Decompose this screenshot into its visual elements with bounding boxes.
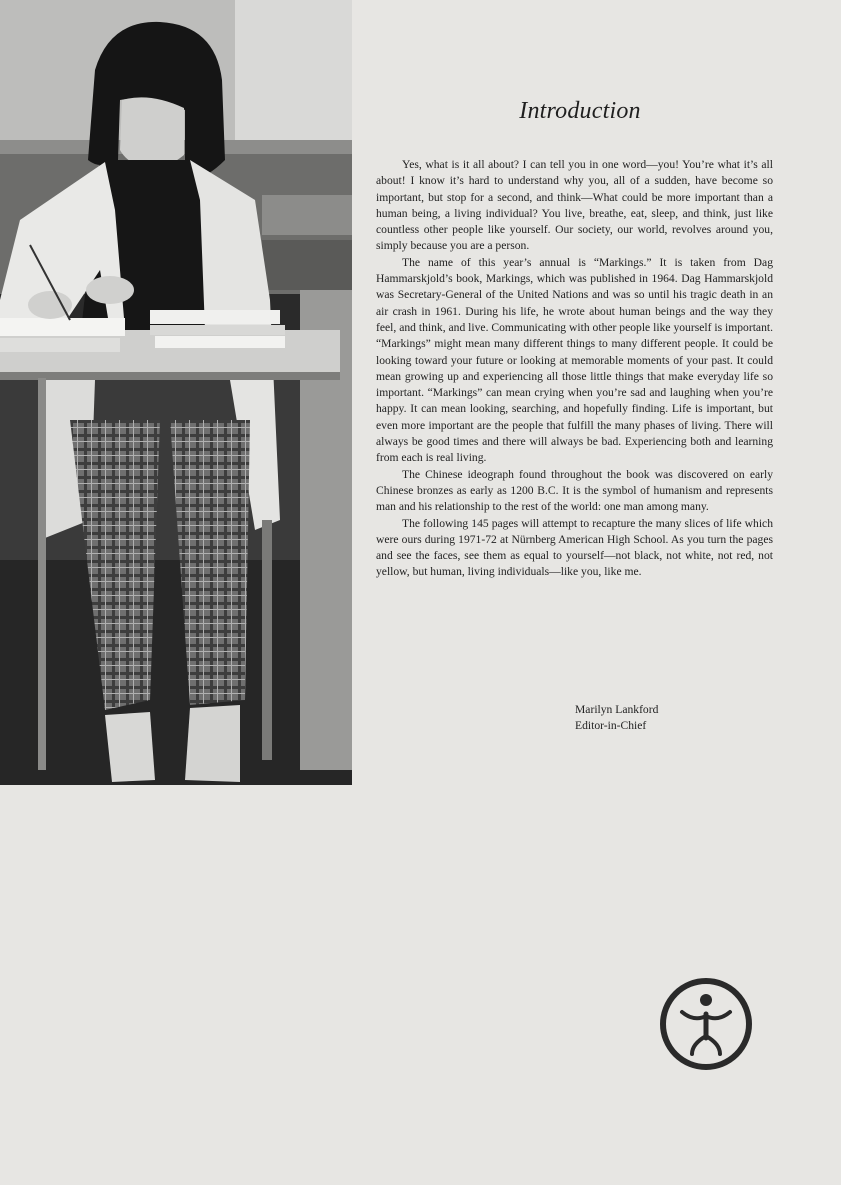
signature-name: Marilyn Lankford [575,703,659,716]
chinese-ideograph-icon [660,978,752,1070]
paragraph: The Chinese ideograph found throughout the book was discovered on early Chinese bronzes as early as 1200 B.C. It is the symbol of humanism and represents man and his relationship to the rest of the world: one man among many. [376,467,773,514]
paragraph: The name of this year’s annual is “Markings.” It is taken from Dag Hammarskjold’s book, Markings, which was published in 1964. Dag Hammarskjold was Secretary-General of the United Nations and was so until his tragic death in an air crash in 1961. During his life, he wrote about human beings and the way they feel, and think, and live. Communicating with other people like yourself is important. “Markings” might mean many different things to many different people. It could be looking toward your future or looking at memorable moments of your past. It could mean growing up and experiencing all those little things that make everyday life so important. “Markings” can mean crying when you’re sad and laughing when you’re happy. It can mean looking, searching, and hopefully finding. Life is important, but even more important are the people that fulfill the many phases of living. There will always be good times and there will always be bad. Experiencing both and learning from each is real living. [376,255,773,465]
introduction-body [376,157,773,581]
signature [575,702,658,735]
paragraph: The following 145 pages will attempt to recapture the many slices of life which were ours during 1971-72 at Nürnberg American High School. As you turn the pages and see the faces, see them as equal to yourself—not black, not white, not red, not yellow, but human, living individuals—like you, like me. [376,516,773,579]
signature-role: Editor-in-Chief [575,719,647,733]
student-photo [0,0,352,785]
page-title: Introduction [519,98,641,124]
paragraph: Yes, what is it all about? I can tell you in one word—you! You’re what it’s all about! I know it’s hard to understand why you, all of a sudden, have become so important, but stop for a second, and think—What could be more important than a human being, a living individual? You live, breathe, eat, sleep, and think, just like countless other people like yourself. Our society, our world, revolves around you, simply because you are a person. [376,158,773,253]
